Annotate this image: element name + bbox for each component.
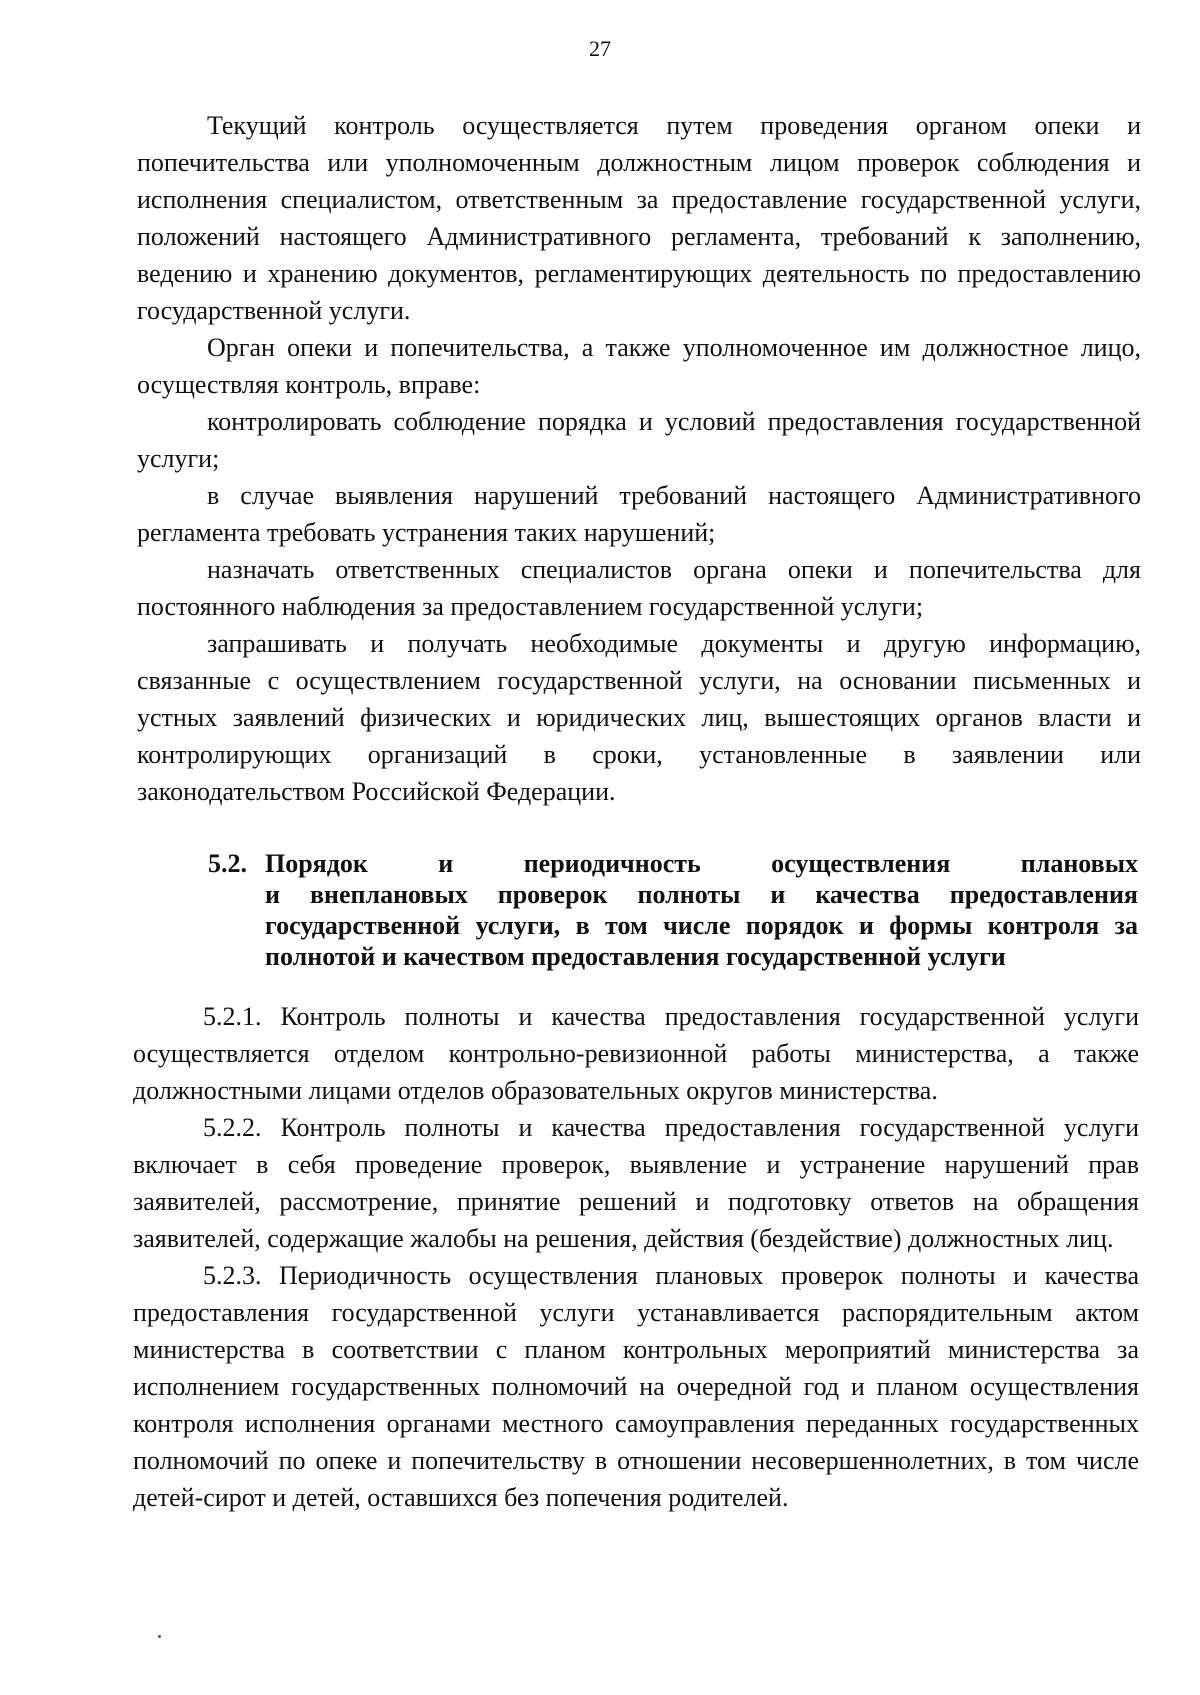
paragraph-5-2-1: 5.2.1. Контроль полноты и качества предоставления государственной услуги осуществляется отделом контрольно-ревизионной работы министерства, а также должностными лицами отделов образовательных округов министерства. bbox=[133, 1002, 1139, 1105]
page-number: 27 bbox=[589, 36, 611, 61]
paragraph-5-2-3: 5.2.3. Периодичность осуществления плановых проверок полноты и качества предоставления государственной услуги устанавливается распорядительным актом министерства в соответствии с планом контрольных мероприятий министерства за исполнением государственных полномочий на очередной год и планом осуществления контроля исполнения органами местного самоуправления переданных государственных полномочий по опеке и попечительству в отношении несовершеннолетних, в том числе детей-сирот и детей, оставшихся без попечения родителей. bbox=[133, 1261, 1139, 1512]
paragraph-authority-rights: Орган опеки и попечительства, а также уполномоченное им должностное лицо, осуществляя контроль, вправе: bbox=[137, 333, 1141, 399]
paragraph-right-control: контролировать соблюдение порядка и условий предоставления государственной услуги; bbox=[137, 407, 1141, 473]
scan-artifact bbox=[158, 1635, 161, 1638]
upper-text-block bbox=[137, 107, 1141, 810]
section-title-rest: и внеплановых проверок полноты и качества предоставления государственной услуги, в том числе порядок и формы контроля за полнотой и качеством предоставления государственной услуги bbox=[265, 880, 1138, 971]
section-title-first-line: Порядок и периодичность осуществления плановых bbox=[265, 849, 1138, 878]
lower-text-block bbox=[133, 998, 1139, 1516]
paragraph-current-control: Текущий контроль осуществляется путем проведения органом опеки и попечительства или уполномоченным должностным лицом проверок соблюдения и исполнения специалистом, ответственным за предоставление государственной услуги, положений настоящего Административного регламента, требований к заполнению, ведению и хранению документов, регламентирующих деятельность по предоставлению государственной услуги. bbox=[137, 111, 1141, 325]
paragraph-right-demand: в случае выявления нарушений требований настоящего Административного регламента требовать устранения таких нарушений; bbox=[137, 481, 1141, 547]
section-title bbox=[265, 848, 1138, 972]
paragraph-5-2-2: 5.2.2. Контроль полноты и качества предоставления государственной услуги включает в себя проведение проверок, выявление и устранение нарушений прав заявителей, рассмотрение, принятие решений и подготовку ответов на обращения заявителей, содержащие жалобы на решения, действия (бездействие) должностных лиц. bbox=[133, 1113, 1139, 1253]
paragraph-right-request: запрашивать и получать необходимые документы и другую информацию, связанные с осуществлением государственной услуги, на основании письменных и устных заявлений физических и юридических лиц, вышестоящих органов власти и контролирующих организаций в сроки, установленные в заявлении или законодательством Российской Федерации. bbox=[137, 629, 1141, 806]
section-number: 5.2. bbox=[208, 849, 247, 878]
section-heading bbox=[208, 848, 1138, 972]
paragraph-right-assign: назначать ответственных специалистов органа опеки и попечительства для постоянного наблюдения за предоставлением государственной услуги; bbox=[137, 555, 1141, 621]
